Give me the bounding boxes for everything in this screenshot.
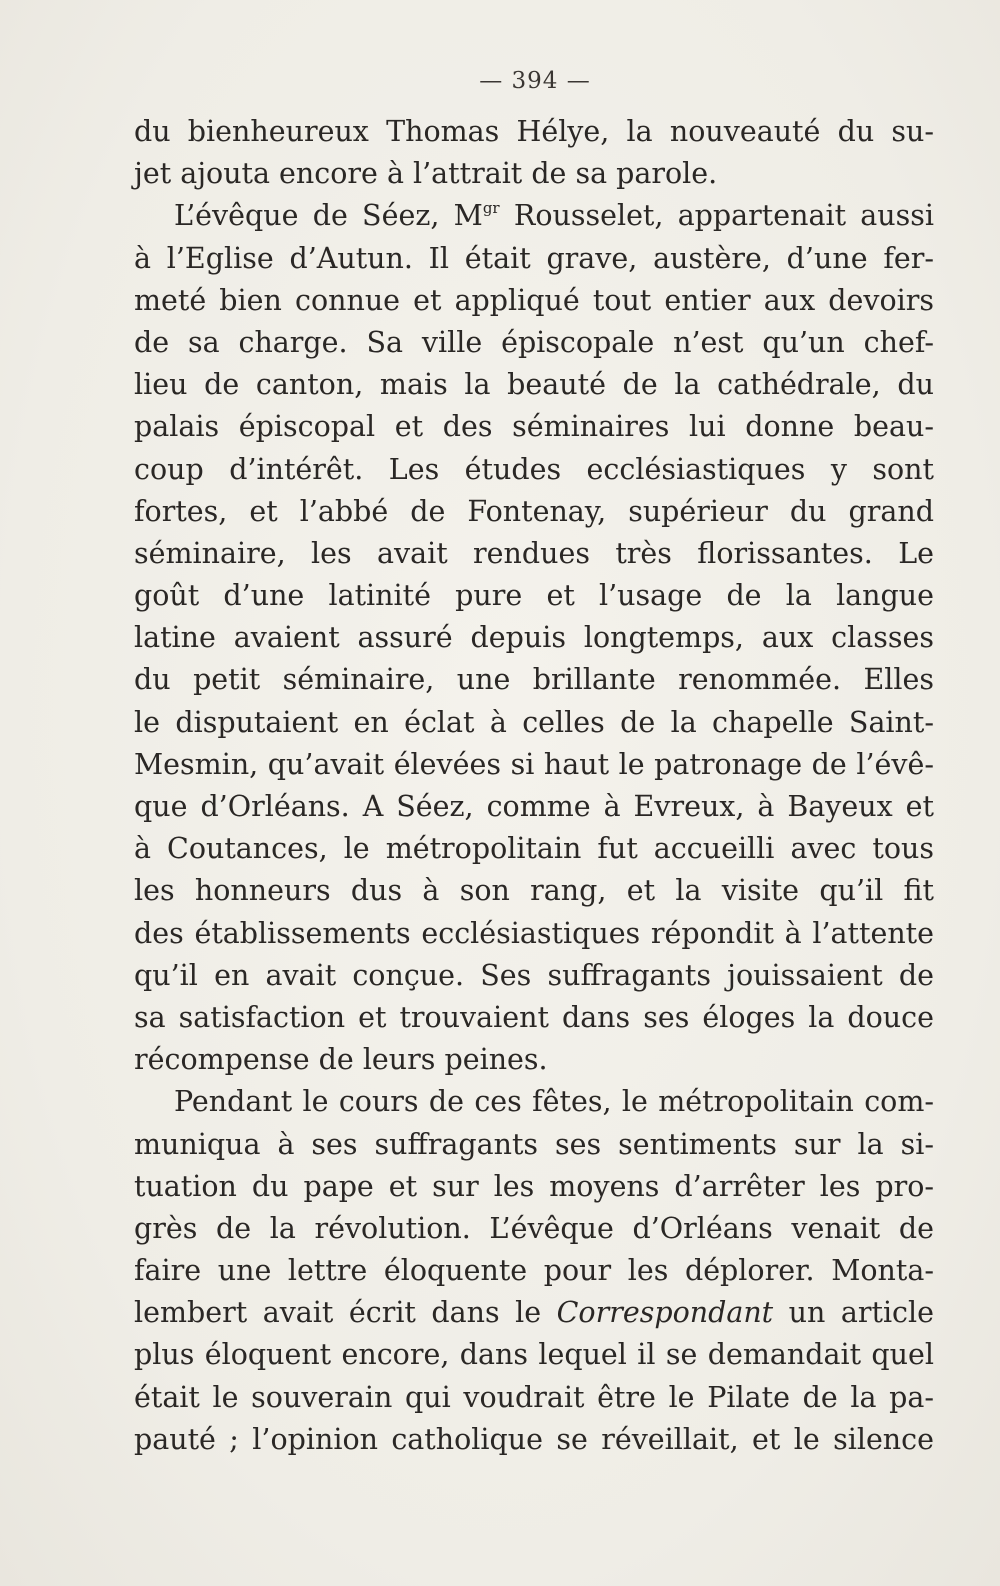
italic-title: Correspondant: [556, 1296, 774, 1330]
text-segment: Rousselet, appartenait aussi: [499, 199, 934, 233]
text-line: meté bien connue et appliqué tout entier aux devoirs: [134, 283, 934, 317]
text-line: séminaire, les avait rendues très florissantes. Le: [134, 536, 934, 570]
text-segment: L’évêque de Séez, M: [174, 199, 483, 233]
text-segment: un article: [773, 1296, 934, 1330]
superscript-abbreviation: gr: [482, 199, 500, 218]
text-line: muniqua à ses suffragants ses sentiments sur la si-: [134, 1127, 934, 1161]
text-line: des établissements ecclésiastiques répondit à l’attente: [134, 916, 934, 950]
text-line: palais épiscopal et des séminaires lui donne beau-: [134, 410, 934, 444]
text-line: plus éloquent encore, dans lequel il se demandait quel: [134, 1338, 934, 1372]
body-text: [134, 111, 934, 1461]
text-line: fortes, et l’abbé de Fontenay, supérieur du grand: [134, 494, 934, 528]
page-number: — 394 —: [479, 68, 591, 94]
text-line: de sa charge. Sa ville épiscopale n’est qu’un chef-: [134, 325, 934, 359]
text-line: qu’il en avait conçue. Ses suffragants jouissaient de: [134, 958, 934, 992]
text-line: latine avaient assuré depuis longtemps, aux classes: [134, 621, 934, 655]
text-line: récompense de leurs peines.: [134, 1043, 548, 1077]
text-line: à l’Eglise d’Autun. Il était grave, austère, d’une fer-: [134, 241, 934, 275]
text-line: Pendant le cours de ces fêtes, le métropolitain com-: [174, 1085, 934, 1119]
text-line: Mesmin, qu’avait élevées si haut le patronage de l’évê-: [134, 747, 934, 781]
text-line: tuation du pape et sur les moyens d’arrêter les pro-: [134, 1169, 934, 1203]
text-line: les honneurs dus à son rang, et la visite qu’il fit: [134, 874, 934, 908]
text-line: lieu de canton, mais la beauté de la cathédrale, du: [134, 368, 934, 402]
text-line: grès de la révolution. L’évêque d’Orléans venait de: [134, 1211, 934, 1245]
text-line: à Coutances, le métropolitain fut accueilli avec tous: [134, 832, 934, 866]
text-line: du bienheureux Thomas Hélye, la nouveauté du su-: [134, 115, 934, 148]
text-line: faire une lettre éloquente pour les déplorer. Monta-: [134, 1254, 934, 1288]
text-line: sa satisfaction et trouvaient dans ses éloges la douce: [134, 1000, 934, 1034]
text-line: que d’Orléans. A Séez, comme à Evreux, à Bayeux et: [134, 790, 934, 823]
text-segment: lembert avait écrit dans le: [134, 1296, 557, 1330]
text-line: goût d’une latinité pure et l’usage de la langue: [134, 579, 934, 613]
text-line: jet ajouta encore à l’attrait de sa parole.: [134, 157, 718, 191]
text-line: était le souverain qui voudrait être le Pilate de la pa-: [134, 1380, 934, 1414]
text-line: [134, 1292, 934, 1334]
text-line: le disputaient en éclat à celles de la chapelle Saint-: [134, 705, 934, 739]
text-line: pauté ; l’opinion catholique se réveillait, et le silence: [134, 1422, 934, 1456]
text-line: du petit séminaire, une brillante renommée. Elles: [134, 663, 934, 697]
text-line: [134, 195, 934, 237]
text-line: coup d’intérêt. Les études ecclésiastiques y sont: [134, 452, 934, 486]
